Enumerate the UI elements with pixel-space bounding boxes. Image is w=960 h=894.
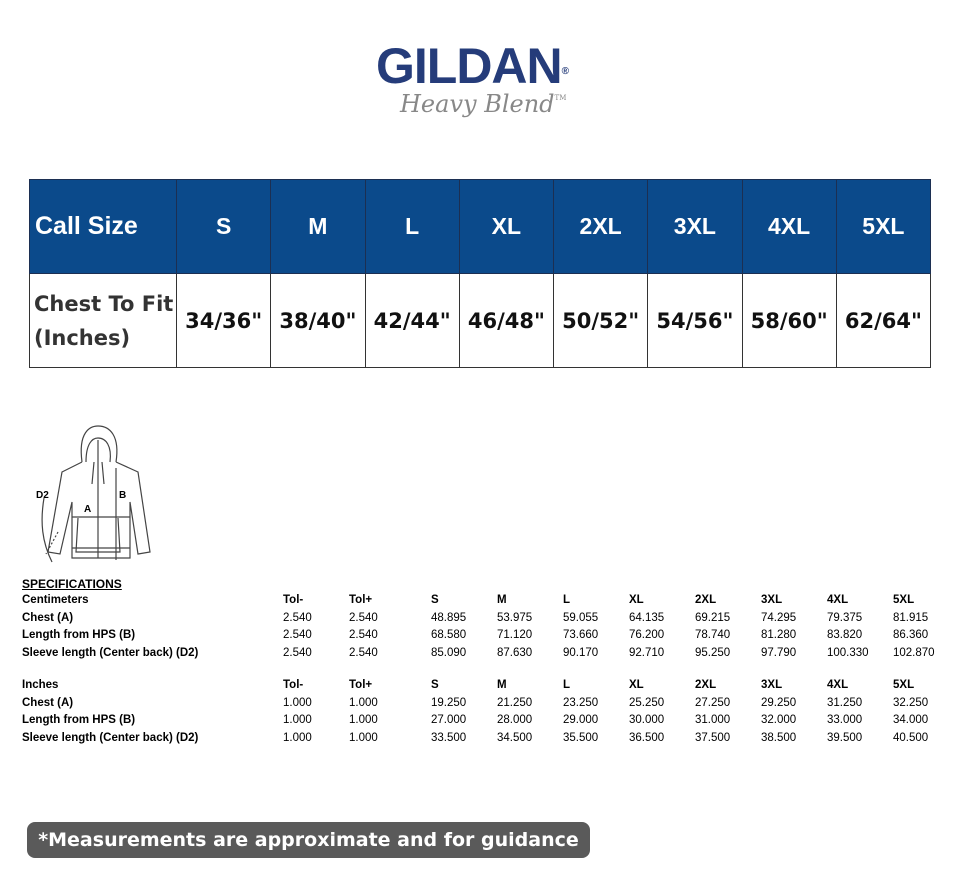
disclaimer-badge: *Measurements are approximate and for guidance only	[27, 822, 590, 858]
diagram-label-b: B	[119, 490, 127, 501]
spec-value: 85.090	[431, 646, 467, 659]
spec-value: 39.500	[827, 731, 863, 744]
spec-value: 69.215	[695, 611, 731, 624]
spec-value: 34.500	[497, 731, 533, 744]
spec-column-header: 5XL	[893, 594, 915, 606]
spec-column-header: 2XL	[695, 679, 717, 691]
gildan-logo	[376, 38, 586, 118]
spec-column-header: M	[497, 594, 507, 606]
spec-value: 27.250	[695, 696, 731, 709]
spec-value: 1.000	[349, 696, 378, 709]
chest-value-xl: 46/48"	[459, 274, 553, 368]
size-header-row	[30, 180, 931, 274]
spec-column-header: L	[563, 679, 571, 691]
spec-value: 2.540	[349, 629, 378, 641]
spec-row-label: Sleeve length (Center back) (D2)	[22, 646, 199, 659]
spec-value: 27.000	[431, 714, 467, 726]
size-header-2xl: 2XL	[554, 180, 648, 274]
chest-value-m: 38/40"	[271, 274, 365, 368]
spec-row-label: Length from HPS (B)	[22, 714, 136, 726]
spec-value: 19.250	[431, 696, 467, 709]
chest-value-2xl: 50/52"	[554, 274, 648, 368]
spec-value: 48.895	[431, 611, 467, 624]
chest-value-5xl: 62/64"	[836, 274, 930, 368]
spec-value: 95.250	[695, 646, 731, 659]
spec-value: 33.000	[827, 714, 863, 726]
spec-row-label: Length from HPS (B)	[22, 629, 136, 641]
spec-value: 83.820	[827, 629, 863, 641]
spec-value: 81.915	[893, 611, 929, 624]
spec-value: 1.000	[283, 696, 312, 709]
spec-column-header: 5XL	[893, 679, 915, 691]
spec-value: 76.200	[629, 629, 665, 641]
spec-value: 2.540	[349, 611, 378, 624]
spec-value: 86.360	[893, 629, 929, 641]
chest-value-l: 42/44"	[365, 274, 459, 368]
spec-value: 102.870	[893, 646, 935, 659]
diagram-label-a: A	[84, 504, 92, 515]
spec-column-header: Tol+	[349, 594, 373, 606]
spec-column-header: S	[431, 594, 439, 606]
diagram-label-d2: D2	[36, 490, 49, 501]
spec-value: 37.500	[695, 731, 731, 744]
spec-column-header: 4XL	[827, 594, 849, 606]
spec-value: 81.280	[761, 629, 797, 641]
chest-value-3xl: 54/56"	[648, 274, 742, 368]
size-header-4xl: 4XL	[742, 180, 836, 274]
spec-value: 79.375	[827, 611, 863, 624]
spec-value: 33.500	[431, 731, 467, 744]
spec-value: 78.740	[695, 629, 731, 641]
spec-row-label: Chest (A)	[22, 611, 74, 624]
spec-value: 32.000	[761, 714, 797, 726]
logo-product: Heavy Blend	[400, 90, 555, 118]
spec-value: 30.000	[629, 714, 665, 726]
spec-value: 2.540	[283, 646, 312, 659]
spec-value: 29.000	[563, 714, 599, 726]
spec-value: 73.660	[563, 629, 599, 641]
spec-value: 53.975	[497, 611, 533, 624]
spec-column-header: 3XL	[761, 679, 783, 691]
logo-brand: GILDAN	[376, 38, 562, 94]
size-table	[29, 179, 931, 368]
spec-column-header: L	[563, 594, 571, 606]
size-header-3xl: 3XL	[648, 180, 742, 274]
spec-column-header: 4XL	[827, 679, 849, 691]
chest-row	[30, 274, 931, 368]
spec-unit-heading: Inches	[22, 679, 59, 691]
logo-trademark: TM	[554, 94, 567, 102]
spec-value: 1.000	[283, 714, 312, 726]
specifications-title: SPECIFICATIONS	[22, 577, 122, 591]
spec-row-label: Sleeve length (Center back) (D2)	[22, 731, 199, 744]
spec-column-header: XL	[629, 679, 644, 691]
chest-label	[30, 274, 177, 368]
spec-row-label: Chest (A)	[22, 696, 74, 709]
spec-value: 38.500	[761, 731, 797, 744]
spec-value: 92.710	[629, 646, 665, 659]
spec-value: 90.170	[563, 646, 599, 659]
spec-value: 68.580	[431, 629, 467, 641]
size-header-xl: XL	[459, 180, 553, 274]
spec-value: 64.135	[629, 611, 665, 624]
spec-value: 100.330	[827, 646, 869, 659]
spec-column-header: Tol+	[349, 679, 373, 691]
spec-value: 1.000	[349, 731, 378, 744]
spec-value: 25.250	[629, 696, 665, 709]
spec-column-header: XL	[629, 594, 644, 606]
header-label: Call Size	[30, 180, 177, 274]
logo-registered: ®	[561, 66, 569, 77]
size-header-5xl: 5XL	[836, 180, 930, 274]
spec-value: 74.295	[761, 611, 797, 624]
spec-column-header: 2XL	[695, 594, 717, 606]
spec-value: 35.500	[563, 731, 599, 744]
chest-value-s: 34/36"	[177, 274, 271, 368]
spec-column-header: Tol-	[283, 679, 304, 691]
chest-label-line1: Chest To Fit	[34, 291, 174, 316]
size-header-s: S	[177, 180, 271, 274]
hoodie-diagram	[30, 422, 160, 570]
spec-value: 71.120	[497, 629, 533, 641]
spec-value: 40.500	[893, 731, 929, 744]
spec-value: 32.250	[893, 696, 929, 709]
spec-unit-heading: Centimeters	[22, 594, 89, 606]
spec-value: 2.540	[283, 611, 312, 624]
spec-value: 2.540	[283, 629, 312, 641]
spec-value: 21.250	[497, 696, 533, 709]
spec-value: 97.790	[761, 646, 797, 659]
spec-value: 31.250	[827, 696, 863, 709]
chest-label-line2: (Inches)	[34, 325, 131, 350]
chest-value-4xl: 58/60"	[742, 274, 836, 368]
spec-column-header: M	[497, 679, 507, 691]
size-header-m: M	[271, 180, 365, 274]
spec-value: 23.250	[563, 696, 599, 709]
spec-value: 34.000	[893, 714, 929, 726]
spec-column-header: 3XL	[761, 594, 783, 606]
spec-value: 29.250	[761, 696, 797, 709]
spec-value: 87.630	[497, 646, 533, 659]
spec-column-header: S	[431, 679, 439, 691]
spec-column-header: Tol-	[283, 594, 304, 606]
size-header-l: L	[365, 180, 459, 274]
spec-value: 1.000	[283, 731, 312, 744]
spec-value: 36.500	[629, 731, 665, 744]
spec-value: 59.055	[563, 611, 599, 624]
spec-value: 1.000	[349, 714, 378, 726]
spec-value: 2.540	[349, 646, 378, 659]
spec-value: 28.000	[497, 714, 533, 726]
spec-value: 31.000	[695, 714, 731, 726]
